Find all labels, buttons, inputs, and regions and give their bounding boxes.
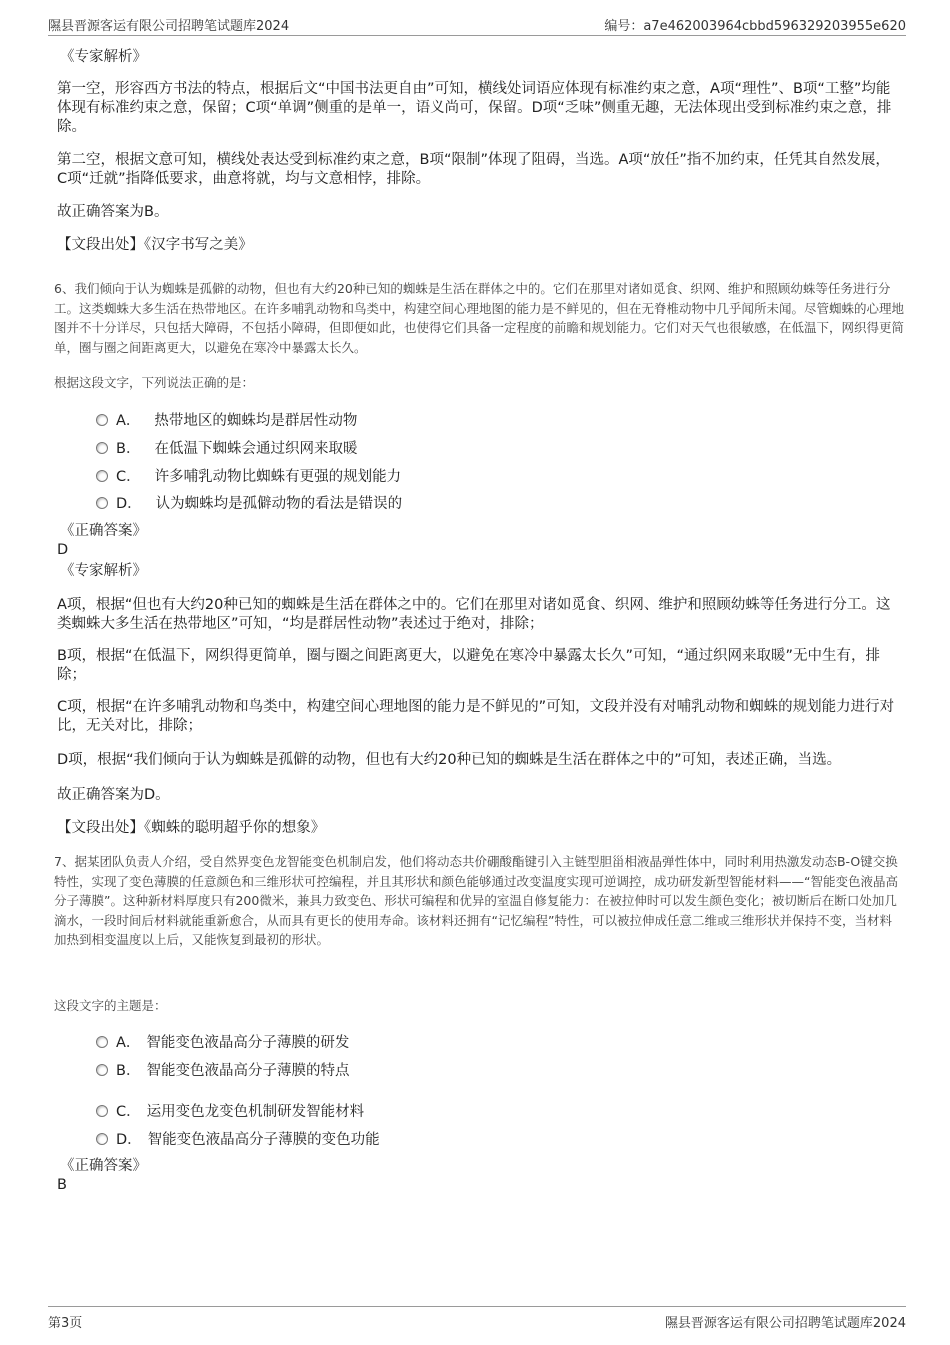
page-number: 第3页 (48, 1316, 83, 1331)
q7-option-c[interactable] (96, 1100, 364, 1121)
q6-option-d[interactable] (96, 492, 402, 513)
q7-option-a[interactable] (96, 1031, 349, 1052)
option-letter: A． (116, 1035, 141, 1051)
q6-source: 【文段出处】《蜘蛛的聪明超乎你的想象》 (57, 820, 326, 836)
q7-option-b[interactable] (96, 1059, 349, 1080)
option-text: 运用变色龙变色机制研发智能材料 (146, 1104, 365, 1120)
q6-stem: 6、我们倾向于认为蜘蛛是孤僻的动物，但也有大约20种已知的蜘蛛是生活在群体之中的。它们在那里对诸如觅食、织网、维护和照顾幼蛛等任务进行分工。这类蜘蛛大多生活在热带地区。在许多哺乳动物和鸟类中，构建空间心理地图的能力是不鲜见的，但在无脊椎动物中几乎闻所未闻。尽管蜘蛛的心理地图并不十分详尽，只包括大障碍，不包括小障碍，但即便如此，也使得它们具备一定程度的前瞻和规划能力。它们对天气也很敏感，在低温下，网织得更简单，圈与圈之间距离更大，以避免在寒冷中暴露太长久。 (54, 281, 905, 355)
option-letter: B． (116, 1063, 141, 1079)
q6-analysis-a: A项，根据“但也有大约20种已知的蜘蛛是生活在群体之中的。它们在那里对诸如觅食、织网、维护和照顾幼蛛等任务进行分工。这类蜘蛛大多生活在热带地区”可知，“均是群居性动物”表述过于绝对，排除； (57, 597, 891, 632)
option-letter: A． (116, 413, 141, 429)
page-header (48, 13, 906, 36)
radio-icon[interactable] (96, 1105, 108, 1117)
footer-title: 隰县晋源客运有限公司招聘笔试题库2024 (664, 1316, 906, 1331)
q6-analysis-d: D项，根据“我们倾向于认为蜘蛛是孤僻的动物，但也有大约20种已知的蜘蛛是生活在群体之中的”可知，表述正确，当选。 (57, 752, 842, 768)
header-title: 隰县晋源客运有限公司招聘笔试题库2024 (48, 19, 290, 34)
q7-stem: 7、据某团队负责人介绍，受自然界变色龙智能变色机制启发，他们将动态共价硼酸酯键引入主链型胆甾相液晶弹性体中，同时利用热激发动态B-O键交换特性，实现了变色薄膜的任意颜色和三维形状可控编程，并且其形状和颜色能够通过改变温度实现可逆调控，成功研发新型智能材料——“智能变色液晶高分子薄膜”。这种新材料厚度只有200微米，兼具力致变色、形状可编程和优异的室温自修复能力：在被拉伸时可以发生颜色变化；被切断后在断口处加几滴水，一段时间后材料就能重新愈合，从而具有更长的使用寿命。该材料还拥有“记忆编程”特性，可以被拉伸成任意二维或三维形状并保持不变，当材料加热到相变温度以上后，又能恢复到最初的形状。 (54, 854, 898, 947)
q5-expert-label: 《专家解析》 (60, 49, 147, 65)
q6-conclusion: 故正确答案为D。 (57, 787, 170, 803)
q6-option-a[interactable] (96, 409, 357, 430)
q6-analysis-b: B项，根据“在低温下，网织得更简单，圈与圈之间距离更大，以避免在寒冷中暴露太长久”可知，“通过织网来取暖”无中生有，排除； (57, 648, 880, 683)
q6-analysis-c: C项，根据“在许多哺乳动物和鸟类中，构建空间心理地图的能力是不鲜见的”可知，文段并没有对哺乳动物和蜘蛛的规划能力进行对比，无关对比，排除； (57, 699, 895, 734)
q5-source: 【文段出处】《汉字书写之美》 (57, 237, 253, 253)
q7-option-d[interactable] (96, 1128, 380, 1149)
q6-answer: D (57, 542, 69, 558)
radio-icon[interactable] (96, 1036, 108, 1048)
radio-icon[interactable] (96, 1064, 108, 1076)
q7-question: 这段文字的主题是： (54, 998, 167, 1013)
option-letter: D． (116, 1132, 142, 1148)
q7-answer: B (57, 1177, 67, 1193)
option-text: 热带地区的蜘蛛均是群居性动物 (154, 413, 358, 429)
option-text: 在低温下蜘蛛会通过织网来取暖 (154, 441, 358, 457)
page-footer (48, 1306, 906, 1331)
option-letter: C． (116, 469, 141, 485)
option-letter: C． (116, 1104, 141, 1120)
option-text: 智能变色液晶高分子薄膜的变色功能 (147, 1132, 380, 1148)
q6-option-b[interactable] (96, 437, 357, 458)
option-letter: D． (116, 496, 142, 512)
radio-icon[interactable] (96, 497, 108, 509)
q5-conclusion: 故正确答案为B。 (57, 204, 169, 220)
option-letter: B． (116, 441, 141, 457)
radio-icon[interactable] (96, 1133, 108, 1145)
radio-icon[interactable] (96, 442, 108, 454)
option-text: 智能变色液晶高分子薄膜的特点 (146, 1063, 350, 1079)
q5-analysis-2: 第二空，根据文意可知，横线处表达受到标准约束之意，B项“限制”体现了阻碍，当选。A项“放任”指不加约束，任凭其自然发展，C项“迁就”指降低要求，曲意将就，均与文意相悖，排除。 (57, 152, 890, 187)
q6-expert-label: 《专家解析》 (60, 563, 147, 579)
header-serial: 编号：a7e462003964cbbd596329203955e620 (604, 19, 906, 34)
option-text: 认为蜘蛛均是孤僻动物的看法是错误的 (155, 496, 403, 512)
q7-answer-label: 《正确答案》 (60, 1158, 147, 1174)
q6-option-c[interactable] (96, 465, 401, 486)
q6-question: 根据这段文字，下列说法正确的是： (54, 375, 255, 390)
radio-icon[interactable] (96, 414, 108, 426)
option-text: 智能变色液晶高分子薄膜的研发 (146, 1035, 350, 1051)
q5-analysis-1: 第一空，形容西方书法的特点，根据后文“中国书法更自由”可知，横线处词语应体现有标准约束之意，A项“理性”、B项“工整”均能体现有标准约束之意，保留；C项“单调”侧重的是单一，语义尚可，保留。D项“乏味”侧重无趣，无法体现出受到标准约束之意，排除。 (57, 81, 892, 135)
radio-icon[interactable] (96, 470, 108, 482)
q6-answer-label: 《正确答案》 (60, 523, 147, 539)
option-text: 许多哺乳动物比蜘蛛有更强的规划能力 (154, 469, 402, 485)
